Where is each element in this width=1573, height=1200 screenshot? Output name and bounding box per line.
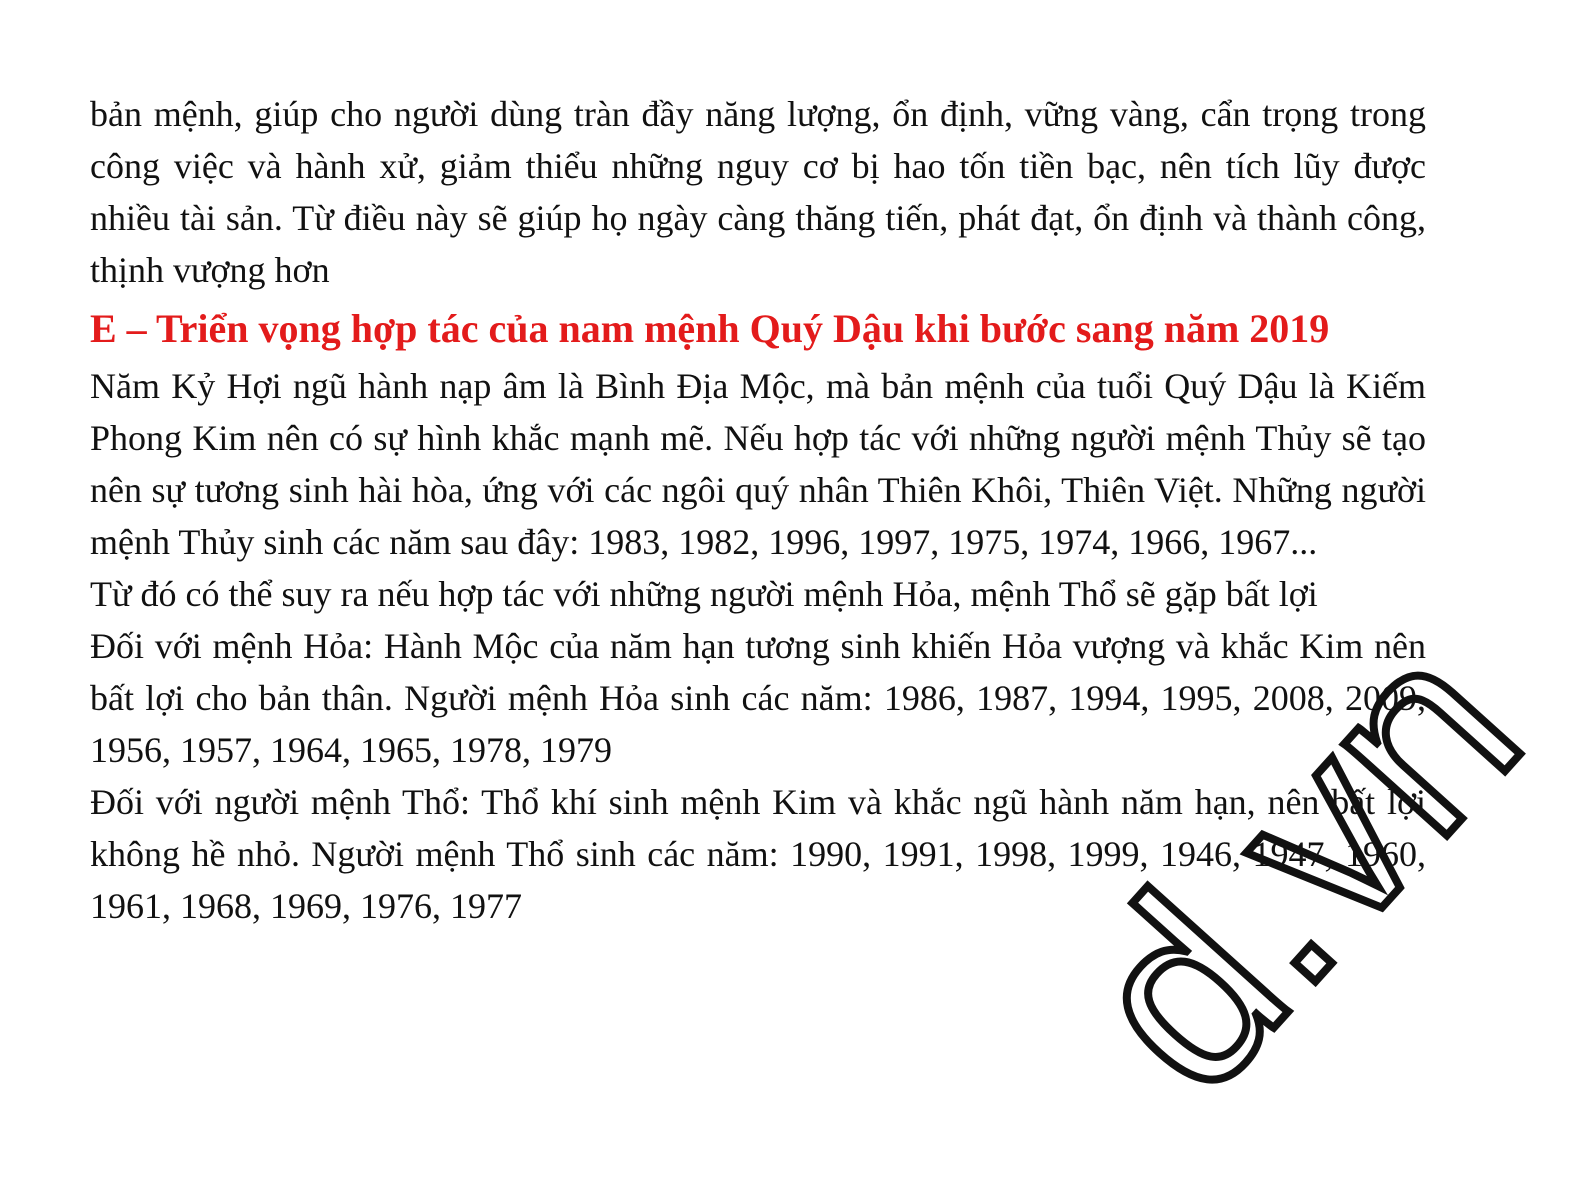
paragraph-menh-hoa: Đối với mệnh Hỏa: Hành Mộc của năm hạn tương sinh khiến Hỏa vượng và khắc Kim nên bất lợi cho bản thân. Người mệnh Hỏa sinh các năm: 1986, 1987, 1994, 1995, 2008, 2009, 1956, 1957, 1964, 1965, 1978, 1979 bbox=[90, 626, 1426, 770]
paragraph-intro: bản mệnh, giúp cho người dùng tràn đầy năng lượng, ổn định, vững vàng, cẩn trọng trong công việc và hành xử, giảm thiểu những nguy cơ bị hao tốn tiền bạc, nên tích lũy được nhiều tài sản. Từ điều này sẽ giúp họ ngày càng thăng tiến, phát đạt, ổn định và thành công, thịnh vượng hơn bbox=[90, 94, 1426, 290]
paragraph-nam-ky-hoi: Năm Kỷ Hợi ngũ hành nạp âm là Bình Địa Mộc, mà bản mệnh của tuổi Quý Dậu là Kiếm Phong Kim nên có sự hình khắc mạnh mẽ. Nếu hợp tác với những người mệnh Thủy sẽ tạo nên sự tương sinh hài hòa, ứng với các ngôi quý nhân Thiên Khôi, Thiên Việt. Những người mệnh Thủy sinh các năm sau đây: 1983, 1982, 1996, 1997, 1975, 1974, 1966, 1967... bbox=[90, 366, 1426, 562]
paragraph-conclusion: Từ đó có thể suy ra nếu hợp tác với những người mệnh Hỏa, mệnh Thổ sẽ gặp bất lợi bbox=[90, 574, 1318, 614]
document-page bbox=[90, 88, 1426, 932]
paragraph-menh-tho: Đối với người mệnh Thổ: Thổ khí sinh mệnh Kim và khắc ngũ hành năm hạn, nên bất lợi không hề nhỏ. Người mệnh Thổ sinh các năm: 1990, 1991, 1998, 1999, 1946, 1947, 1960, 1961, 1968, 1969, 1976, 1977 bbox=[90, 782, 1426, 926]
watermark: d.vn bbox=[1028, 584, 1573, 1145]
section-heading: E – Triển vọng hợp tác của nam mệnh Quý Dậu khi bước sang năm 2019 bbox=[90, 306, 1330, 351]
